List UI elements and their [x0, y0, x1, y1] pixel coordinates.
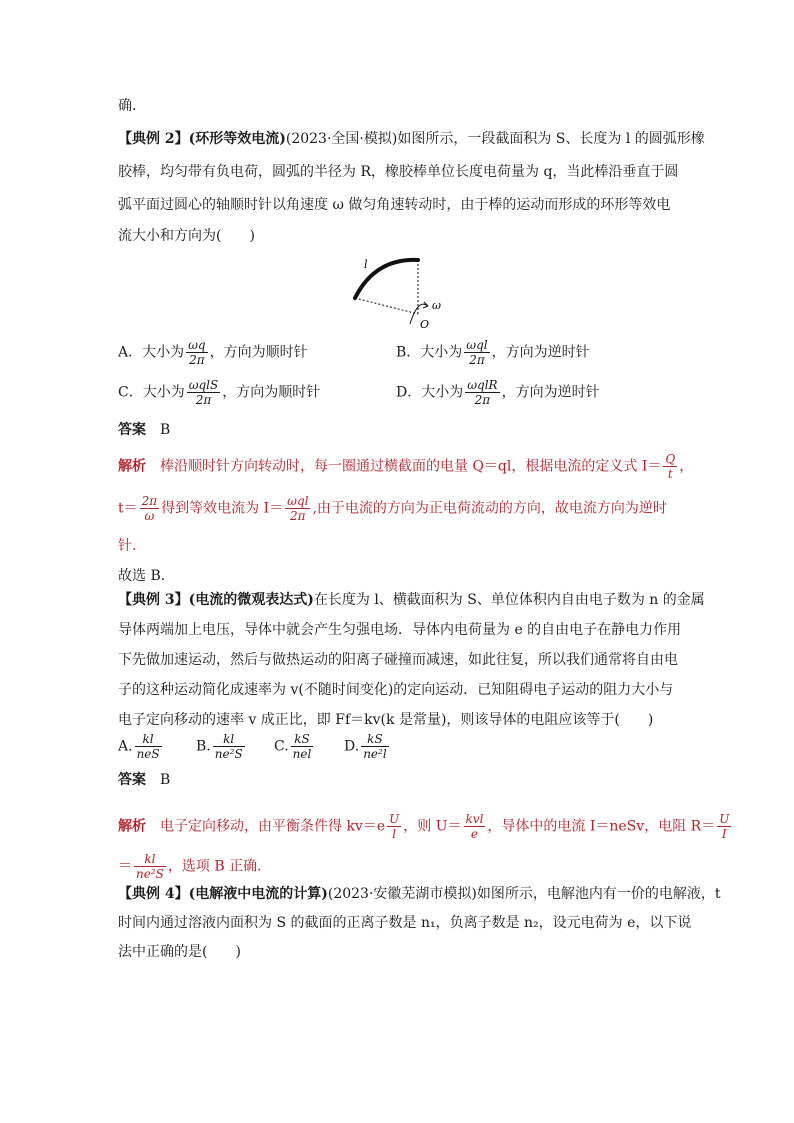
example-3-option-c[interactable]: C. $\frac{kS}{\text{nel}}$	[274, 732, 312, 761]
example-3-option-d[interactable]: D. $\frac{kS}{\text{ne²l}}$	[344, 732, 387, 761]
example-2-conclusion: 故选 B.	[118, 568, 166, 584]
option-b-fraction: $\frac{\text{ωql}}{2\pi}$	[466, 338, 488, 367]
option-a-label: A．大小为	[118, 344, 185, 361]
option-d[interactable]	[396, 378, 600, 407]
option-a-fraction: $\frac{\omega q}{2\pi}$	[188, 338, 206, 367]
answer-value: B	[160, 422, 171, 438]
example-4-line-1: 【典例 4】(电解液中电流的计算)(2023·安徽芜湖市模拟)如图所示，电解池内有一价的电解液，t	[118, 886, 721, 902]
example-2-line-1	[118, 129, 705, 149]
example-4-line-2: 时间内通过溶液内面积为 S 的截面的正离子数是 n₁，负离子数是 n₂，设元电荷为 e，以下说	[118, 915, 692, 931]
example-2-analysis-line-1: 解析 棒沿顺时针方向转动时，每一圈通过横截面的电量 Q＝ql，根据电流的定义式 I＝ $\frac{Q}{t}$ ，	[118, 452, 694, 481]
analysis-label: 解析	[118, 458, 146, 475]
option-b[interactable]	[396, 338, 590, 367]
example-2-topic: (环形等效电流)	[188, 131, 286, 147]
answer-label: 答案	[118, 422, 146, 438]
example-3-option-a[interactable]: A. $\frac{kl}{\text{neS}}$	[118, 732, 160, 761]
example-2-line-4: 流大小和方向为( )	[118, 228, 255, 244]
example-2-analysis-line-3: 针.	[118, 538, 137, 554]
example-3-line-1: 【典例 3】(电流的微观表达式)在长度为 l、横截面积为 S、单位体积内自由电子数为 n 的金属	[118, 592, 705, 608]
option-b-label: B．大小为	[396, 344, 463, 361]
example-2-line-2: 胶棒，均匀带有负电荷，圆弧的半径为 R，橡胶棒单位长度电荷量为 q，当此棒沿垂直于圆	[118, 164, 679, 180]
option-c[interactable]	[118, 378, 320, 407]
option-c-label: C．大小为	[118, 384, 185, 401]
example-4-tag: 【典例 4】	[118, 886, 189, 902]
example-2-line-3: 弧平面过圆心的轴顺时针以角速度 ω 做匀角速转动时，由于棒的运动而形成的环形等效电	[118, 197, 671, 213]
example-2-answer	[118, 420, 170, 440]
label-o: O	[420, 318, 430, 331]
option-c-direction: ，方向为顺时针	[222, 384, 321, 401]
example-2-analysis-line-2: t＝ $\frac{2\pi}{\omega}$ 得到等效电流为 I＝ $\frac{\text{ωql}}{2\pi}$ ,由于电流的方向为正电荷流动的方向，故电流方向为逆时	[118, 494, 667, 523]
example-3-tag: 【典例 3】	[118, 592, 189, 608]
option-a[interactable]	[118, 338, 308, 367]
example-3-analysis-line-1: 解析 电子定向移动，由平衡条件得 kv＝e $\frac{U}{l}$ ，则 U＝ $\frac{\text{kvl}}{e}$ ，导体中的电流 I＝neSv，电阻 R＝ $\frac{U}{I}$	[118, 812, 730, 841]
example-3-topic: (电流的微观表达式)	[188, 592, 314, 608]
option-c-fraction: $\frac{\text{ωqlS}}{2\pi}$	[188, 378, 219, 407]
option-a-direction: ，方向为顺时针	[209, 344, 308, 361]
example-4-topic: (电解液中电流的计算)	[188, 886, 328, 902]
example-3-line-5: 电子定向移动的速率 v 成正比，即 Ff＝kv(k 是常量)，则该导体的电阻应该等于( )	[118, 712, 654, 728]
radius-line-1	[355, 298, 418, 314]
option-b-direction: ，方向为逆时针	[491, 344, 590, 361]
option-d-label: D．大小为	[396, 384, 464, 401]
example-4-line-3: 法中正确的是( )	[118, 944, 241, 960]
example-3-line-4: 子的这种运动简化成速率为 v(不随时间变化)的定向运动．已知阻碍电子运动的阻力大小与	[118, 682, 674, 698]
example-3-answer: 答案 B	[118, 772, 171, 788]
arc-rod-figure	[340, 248, 460, 333]
example-2-text-1: (2023·全国·模拟)如图所示，一段截面积为 S、长度为 l 的圆弧形橡	[285, 131, 705, 147]
example-3-line-3: 下先做加速运动，然后与做热运动的阳离子碰撞而减速，如此往复，所以我们通常将自由电	[118, 652, 678, 668]
example-3-analysis-line-2: ＝ $\frac{kl}{\text{ne²S}}$ ，选项 B 正确．	[118, 852, 272, 881]
example-3-option-b[interactable]: B. $\frac{kl}{\text{ne²S}}$	[196, 732, 243, 761]
label-omega: ω	[432, 299, 441, 312]
option-d-direction: ，方向为逆时针	[501, 384, 600, 401]
label-l: l	[364, 258, 368, 271]
example-3-line-2: 导体两端加上电压，导体中就会产生匀强电场．导体内电荷量为 e 的自由电子在静电力作用	[118, 622, 682, 638]
continued-text: 确.	[118, 98, 137, 114]
example-2-tag: 【典例 2】	[118, 131, 189, 147]
option-d-fraction: $\frac{\text{ωqlR}}{2\pi}$	[467, 378, 498, 407]
